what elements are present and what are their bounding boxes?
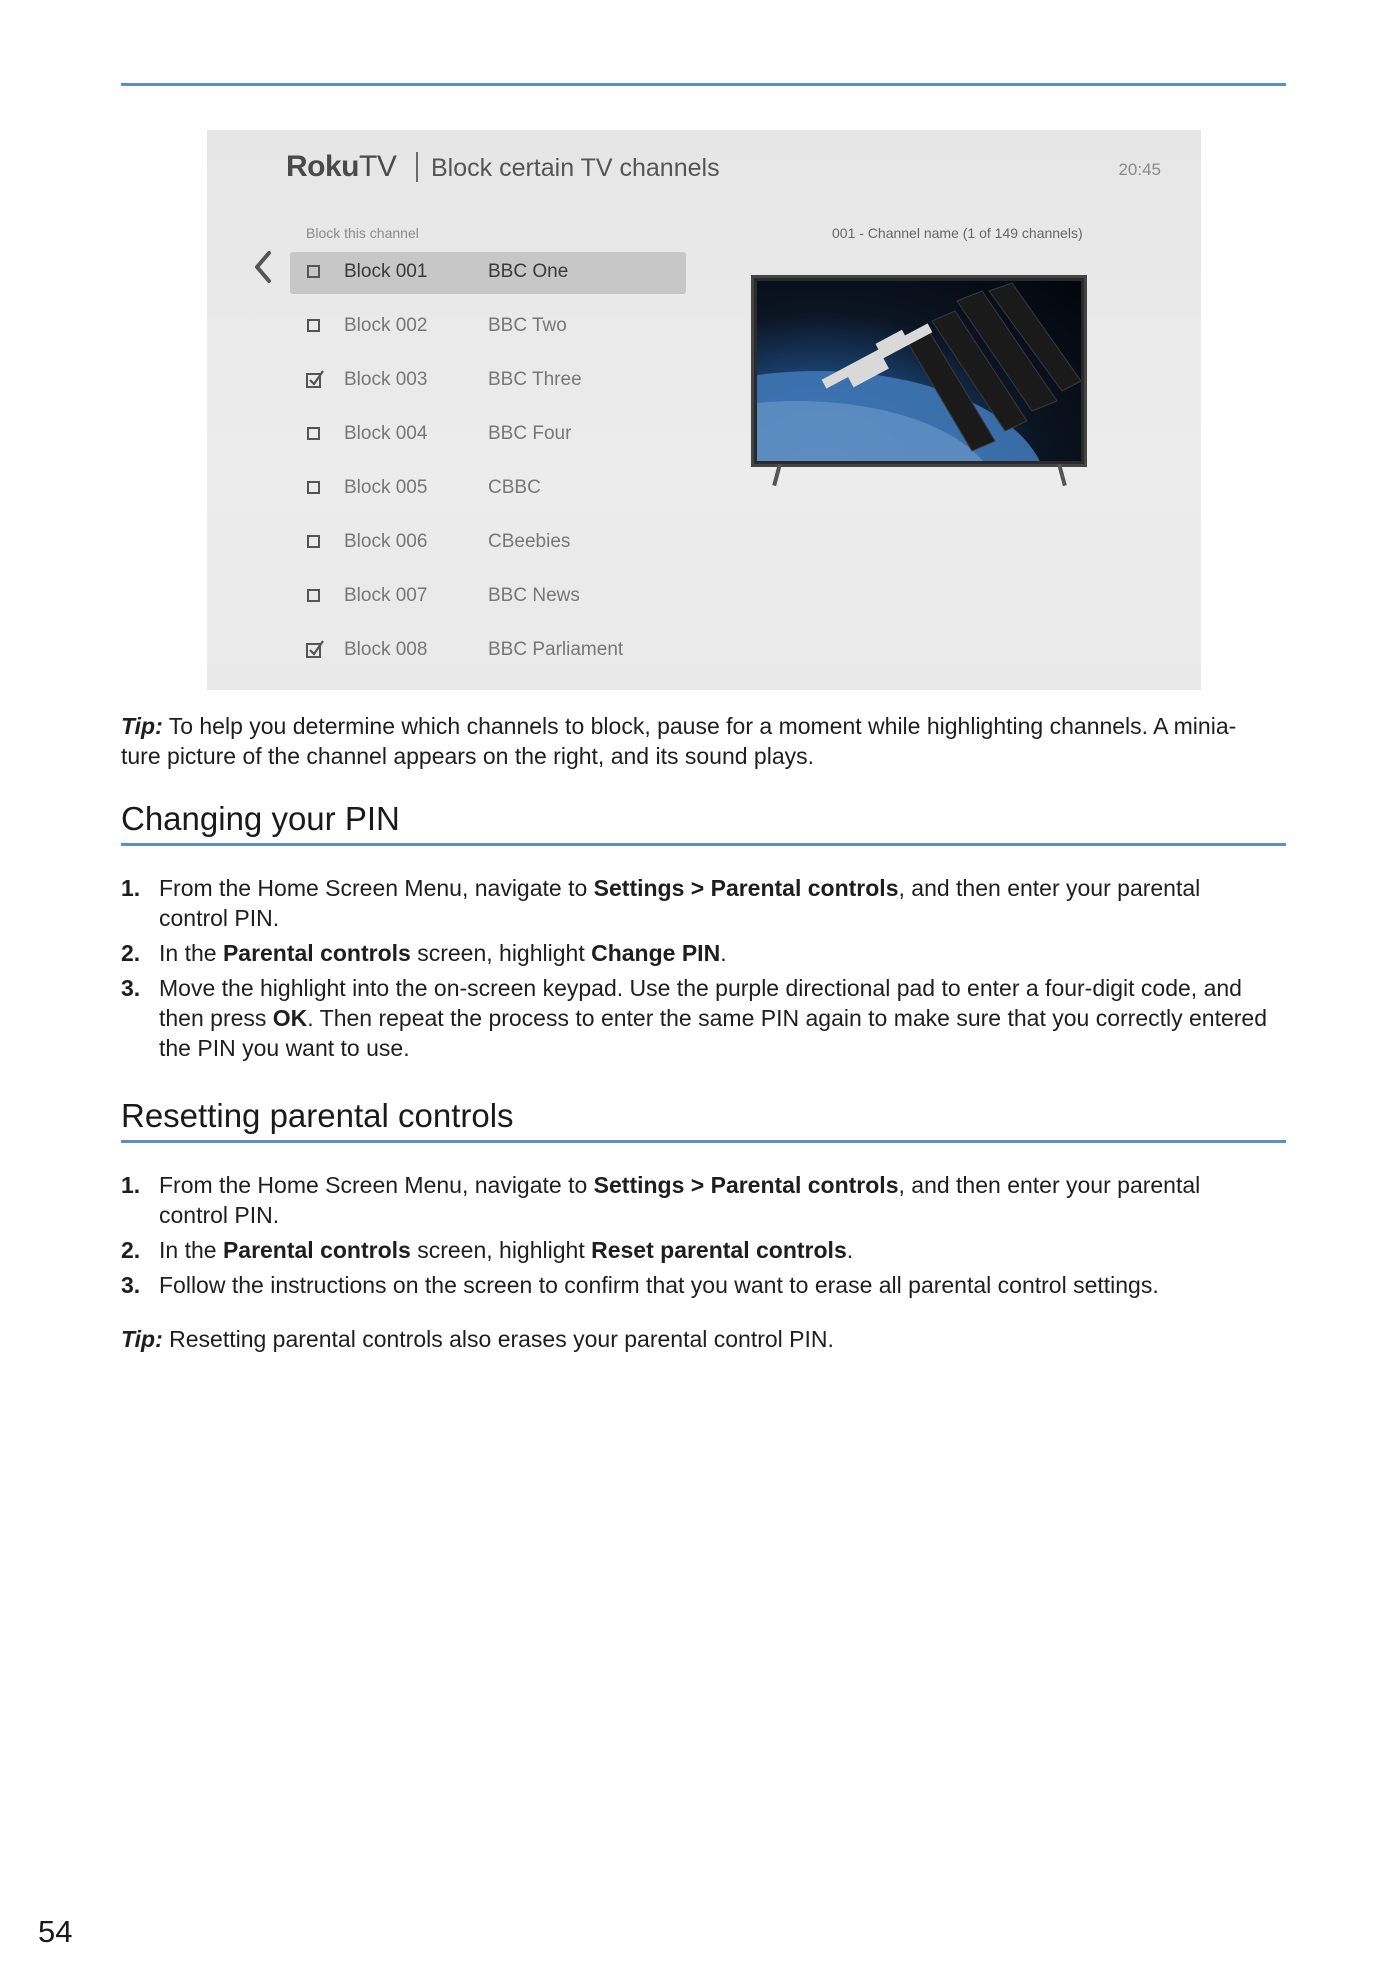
item-bold: Parental controls [222, 1237, 411, 1263]
roku-brand-suffix: TV [359, 150, 397, 183]
list-number: 1. [121, 1172, 141, 1198]
block-label: Block 007 [344, 585, 428, 606]
back-chevron-icon[interactable] [251, 247, 275, 287]
item-text: In the [159, 1237, 223, 1263]
item-bold: Settings > Parental controls [593, 1172, 899, 1198]
page-number: 54 [38, 1914, 73, 1949]
list-item [121, 938, 1291, 968]
section-heading: Changing your PIN [121, 800, 400, 837]
block-label: Block 003 [344, 369, 428, 390]
tip-text-line2: ture picture of the channel appears on the right, and its sound plays. [121, 743, 814, 769]
channel-name: CBeebies [488, 531, 571, 552]
item-bold: OK [272, 1005, 308, 1031]
item-text: control PIN. [159, 905, 280, 931]
tv-preview [751, 275, 1087, 467]
tip-text-line1: To help you determine which channels to block, pause for a moment while highlighting channels. A minia- [162, 713, 1237, 739]
section-rule [121, 1140, 1286, 1143]
channel-info: 001 - Channel name (1 of 149 channels) [832, 225, 1083, 241]
list-number: 3. [121, 975, 141, 1001]
list-number: 1. [121, 875, 141, 901]
tip-paragraph [121, 1324, 1291, 1354]
item-text: Move the highlight into the on-screen keypad. Use the purple directional pad to enter a four-digit code, and [159, 975, 1242, 1001]
channel-name: BBC One [488, 261, 569, 282]
checkbox-unchecked-icon [307, 481, 320, 494]
block-label: Block 006 [344, 531, 428, 552]
item-text: , and then enter your parental [898, 875, 1201, 901]
item-text: In the [159, 940, 223, 966]
roku-brand: Roku [286, 150, 359, 183]
list-subhead: Block this channel [306, 225, 419, 241]
channel-row[interactable] [290, 360, 686, 402]
list-number: 3. [121, 1272, 141, 1298]
channel-name: BBC Three [488, 369, 582, 390]
list-number: 2. [121, 1237, 141, 1263]
section-rule [121, 843, 1286, 846]
item-text: control PIN. [159, 1202, 280, 1228]
list-item [121, 973, 1291, 1063]
item-text: then press [159, 1005, 273, 1031]
checkbox-checked-icon [305, 368, 325, 390]
item-text: screen, highlight [410, 1237, 592, 1263]
item-bold: Settings > Parental controls [593, 875, 899, 901]
item-bold: Reset parental controls [591, 1237, 847, 1263]
list-number: 2. [121, 940, 141, 966]
tv-leg [772, 464, 782, 486]
item-text: Follow the instructions on the screen to confirm that you want to erase all parental control settings. [159, 1272, 1159, 1298]
list-item [121, 1270, 1291, 1300]
checkbox-unchecked-icon [307, 427, 320, 440]
channel-name: CBBC [488, 477, 541, 498]
tip-paragraph [121, 711, 1291, 771]
item-bold: Parental controls [222, 940, 411, 966]
channel-row[interactable] [290, 306, 686, 348]
tip-label: Tip: [121, 713, 163, 739]
list-item [121, 873, 1291, 933]
channel-row[interactable] [290, 414, 686, 456]
clock: 20:45 [1118, 160, 1161, 179]
title-separator [416, 152, 418, 182]
item-text: the PIN you want to use. [159, 1035, 410, 1061]
checkbox-unchecked-icon [307, 319, 320, 332]
item-bold: Change PIN [591, 940, 721, 966]
top-rule [121, 83, 1286, 86]
channel-name: BBC Four [488, 423, 572, 444]
tv-leg [1057, 464, 1067, 486]
item-text: . [720, 940, 727, 966]
channel-row[interactable] [290, 252, 686, 294]
channel-row[interactable] [290, 468, 686, 510]
channel-row[interactable] [290, 576, 686, 618]
checkbox-unchecked-icon [307, 535, 320, 548]
tip-text: Resetting parental controls also erases your parental control PIN. [162, 1326, 834, 1352]
channel-name: BBC News [488, 585, 580, 606]
item-text: . Then repeat the process to enter the same PIN again to make sure that you correctly entered [307, 1005, 1268, 1031]
channel-row[interactable] [290, 630, 686, 672]
roku-screenshot [207, 130, 1201, 690]
checkbox-unchecked-icon [307, 589, 320, 602]
channel-row[interactable] [290, 522, 686, 564]
block-label: Block 002 [344, 315, 428, 336]
block-label: Block 008 [344, 639, 428, 660]
channel-name: BBC Two [488, 315, 567, 336]
channel-preview-image [757, 281, 1081, 461]
item-text: From the Home Screen Menu, navigate to [159, 1172, 594, 1198]
list-item [121, 1235, 1291, 1265]
item-text: screen, highlight [410, 940, 592, 966]
item-text: . [846, 1237, 854, 1263]
block-label: Block 001 [344, 261, 428, 282]
section-heading: Resetting parental controls [121, 1097, 514, 1134]
item-text: , and then enter your parental [898, 1172, 1201, 1198]
space-station-image [757, 281, 1081, 461]
checkbox-unchecked-icon [307, 265, 320, 278]
list-item [121, 1170, 1291, 1230]
checkbox-checked-icon [305, 638, 325, 660]
screen-title: Block certain TV channels [431, 154, 720, 182]
block-label: Block 005 [344, 477, 428, 498]
tip-label: Tip: [121, 1326, 163, 1352]
roku-logo [286, 150, 396, 184]
item-text: From the Home Screen Menu, navigate to [159, 875, 594, 901]
block-label: Block 004 [344, 423, 428, 444]
channel-name: BBC Parliament [488, 639, 624, 660]
